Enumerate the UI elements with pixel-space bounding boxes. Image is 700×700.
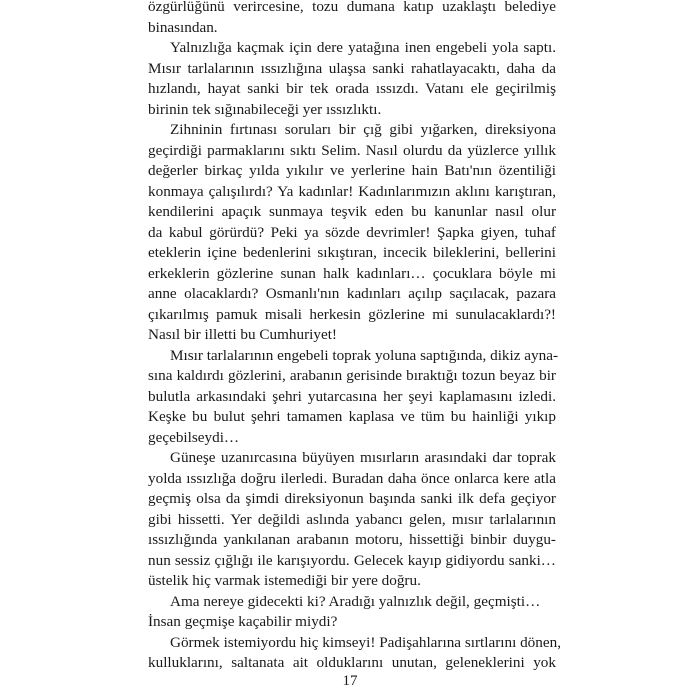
- text-line: binasından.: [148, 18, 218, 36]
- text-line: hızlandı, hayat sanki bir tek orada ıssızdı. Vatanı ele geçirilmiş: [148, 80, 556, 97]
- text-line: nun sessiz çığlığı ile karışıyordu. Gelecek kayıp gidiyordu sanki…: [148, 551, 556, 569]
- text-line: ıssızlığında yankılanan arabanın motoru, hissettiği binbir duygu-: [148, 531, 556, 548]
- text-line: Yalnızlığa kaçmak için dere yatağına inen engebeli yola saptı.: [170, 39, 556, 56]
- text-line: yolda ıssızlığa doğru ilerledi. Buradan daha önce onlarca kere atla: [148, 469, 556, 487]
- text-line: bulutla arkasındaki şehri yutarcasına her şeyi kaplamasını izledi.: [148, 387, 556, 405]
- text-line: da kabul görürdü? Peki ya sözde devrimler! Şapka giyen, tuhaf: [148, 223, 556, 241]
- text-line: geçebilseydi…: [148, 428, 240, 446]
- text-line: anne olacaklardı? Osmanlı'nın kadınları açılıp saçılacak, pazara: [148, 285, 556, 302]
- text-line: birinin tek sığınabileceği yer ıssızlıktı.: [148, 100, 382, 118]
- text-line: üstelik hiç varmak istemediği bir yere doğru.: [148, 572, 421, 589]
- text-line: Mısır tarlalarının engebeli toprak yoluna saptığında, dikiz ayna-: [170, 346, 559, 364]
- text-line: çıkarılmış pamuk misali herkesin gözlerine mi sunulacaklardı?!: [148, 305, 556, 323]
- text-line: değerler birkaç yılda yıkılır ve yerlerine hain Batı'nın özentiliği: [148, 162, 556, 179]
- text-line: gibi hissetti. Yer değildi aslında yabancı gelen, mısır tarlalarının: [148, 510, 556, 528]
- text-line: kendilerini apaçık sunmaya teşvik eden bu kanunlar nasıl olur: [148, 203, 556, 220]
- text-line: Güneşe uzanırcasına büyüyen mısırların arasındaki dar toprak: [170, 449, 556, 466]
- text-line: Görmek istemiyordu hiç kimseyi! Padişahlarına sırtlarını dönen,: [170, 633, 561, 651]
- text-line: eteklerin içine bedenlerini sıkıştıran, incecik bileklerini, bellerini: [148, 244, 556, 261]
- text-line: Mısır tarlalarının ıssızlığına ulaşsa sanki rahatlayacaktı, daha da: [148, 59, 556, 77]
- page-number: 17: [342, 673, 358, 689]
- text-line: Zihninin fırtınası soruları bir çığ gibi yığarken, direksiyona: [170, 121, 556, 138]
- text-line: geçirdiği parmaklarını sıktı Selim. Nasıl olurdu da yüzlerce yıllık: [148, 141, 556, 159]
- text-line: özgürlüğünü verircesine, tozu dumana katıp uzaklaştı belediye: [148, 0, 556, 15]
- body-text: [148, 0, 561, 674]
- text-line: konmaya çalışılırdı? Ya kadınlar! Kadınlarımızın aklını karıştıran,: [148, 182, 556, 200]
- text-line: geçmiş olsa da şimdi direksiyonun başında sanki ilk defa geçiyor: [148, 490, 556, 507]
- text-line: İnsan geçmişe kaçabilir miydi?: [148, 613, 338, 630]
- text-line: sına kaldırdı gözlerini, arabanın gerisinde bıraktığı tozun beyaz bir: [148, 367, 556, 384]
- text-line: kulluklarını, saltanata ait olduklarını unutan, geleneklerini yok: [148, 654, 556, 671]
- text-line: Ama nereye gidecekti ki? Aradığı yalnızlık değil, geçmişti…: [170, 592, 541, 610]
- text-line: Nasıl bir illetti bu Cumhuriyet!: [148, 326, 337, 343]
- text-line: erkeklerin gözlerine sunan halk kadınları… çocuklara böyle mi: [148, 264, 556, 282]
- text-line: Keşke bu bulut şehri tamamen kaplasa ve tüm bu hainliği yıkıp: [148, 408, 556, 425]
